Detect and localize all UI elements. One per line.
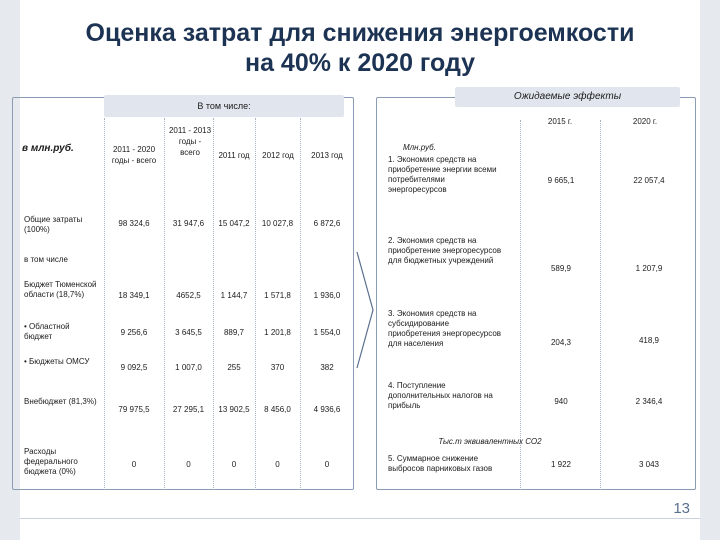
table-cell: 9 092,5 [120,363,148,372]
effect-item: 5. Суммарное снижение выбросов парниковых газов [388,454,493,473]
costs-unit: в млн.руб. [22,143,74,154]
table-cell: 4652,5 [176,291,201,300]
effect-2015-value: 589,9 [550,264,572,273]
effect-2015-value: 9 665,1 [547,176,575,185]
effect-2020-value: 22 057,4 [633,176,665,185]
table-cell: 1 571,8 [264,291,291,300]
table-cell: 6 872,6 [313,219,341,228]
costs-subheader: В том числе: [104,95,344,117]
col-separator [300,118,301,490]
col-separator [213,118,214,490]
table-cell: 98 324,6 [118,219,150,228]
table-cell: 1 144,7 [220,291,248,300]
table-cell: 370 [270,363,285,372]
page-title: Оценка затрат для снижения энергоемкости на 40% к 2020 году [85,19,635,77]
col-separator [600,120,601,490]
row-label: • Бюджеты ОМСУ [24,357,90,366]
col-header: 2012 год [262,151,294,160]
table-cell: 13 902,5 [218,405,250,414]
col-header: 2011 год [218,151,250,160]
right-decor-stripe [700,0,720,540]
effect-item: 1. Экономия средств на приобретение энергии всеми потребителями энергоресурсов [388,155,497,194]
effect-2020-value: 418,9 [638,336,660,345]
table-cell: 1 201,8 [264,328,291,337]
co2-subheader: Тыс.т эквивалентных СО2 [438,437,542,446]
col-header: 2013 год [311,151,343,160]
table-cell: 18 349,1 [118,291,150,300]
effect-2015-value: 1 922 [550,460,572,469]
table-cell: 0 [231,460,237,469]
year-2015-header: 2015 г. [547,117,573,126]
table-cell: 889,7 [223,328,245,337]
row-label: Расходы федерального бюджета (0%) [24,447,78,476]
effect-item: 2. Экономия средств на приобретение энергоресурсов для бюджетных учреждений [388,236,502,265]
row-label: Внебюджет (81,3%) [24,397,97,406]
table-cell: 27 295,1 [172,405,205,414]
table-cell: 255 [227,363,241,372]
table-cell: 15 047,2 [218,219,250,228]
table-cell: 1 936,0 [313,291,341,300]
table-cell: 4 936,6 [313,405,341,414]
table-cell: 0 [324,460,330,469]
table-cell: 79 975,5 [118,405,150,414]
effect-2015-value: 204,3 [550,338,572,347]
col-separator [104,118,105,490]
col-header: 2011 - 2013 годы - всего [168,126,212,157]
table-cell: 382 [320,363,334,372]
effect-2015-value: 940 [554,397,568,406]
col-header: 2011 - 2020 годы - всего [111,145,157,165]
table-cell: 0 [131,460,137,469]
table-cell: 0 [186,460,191,469]
effect-item: 4. Поступление дополнительных налогов на прибыль [388,381,493,410]
row-label: • Областной бюджет [24,322,70,341]
year-2020-header: 2020 г. [632,117,658,126]
bracket-arrow-icon [355,250,377,370]
row-label: в том числе [24,255,68,264]
table-cell: 8 456,0 [264,405,291,414]
col-separator [520,120,521,490]
effects-header: Ожидаемые эффекты [455,87,680,107]
effect-2020-value: 1 207,9 [635,264,663,273]
table-cell: 31 947,6 [172,219,205,228]
table-cell: 1 554,0 [313,328,341,337]
effect-2020-value: 3 043 [638,460,660,469]
col-separator [255,118,256,490]
table-cell: 0 [275,460,280,469]
page-number: 13 [673,500,690,517]
effect-2020-value: 2 346,4 [635,397,663,406]
table-cell: 3 645,5 [175,328,202,337]
effect-item: 3. Экономия средств на субсидирование приобретения энергоресурсов для населения [388,309,502,348]
row-label: Бюджет Тюменской области (18,7%) [24,280,97,299]
table-cell: 10 027,8 [261,219,294,228]
effects-unit: Млн.руб. [403,143,436,152]
footer-line [20,518,700,519]
row-label: Общие затраты (100%) [24,215,83,234]
table-cell: 1 007,0 [175,363,202,372]
col-separator [164,118,165,490]
table-cell: 9 256,6 [120,328,148,337]
